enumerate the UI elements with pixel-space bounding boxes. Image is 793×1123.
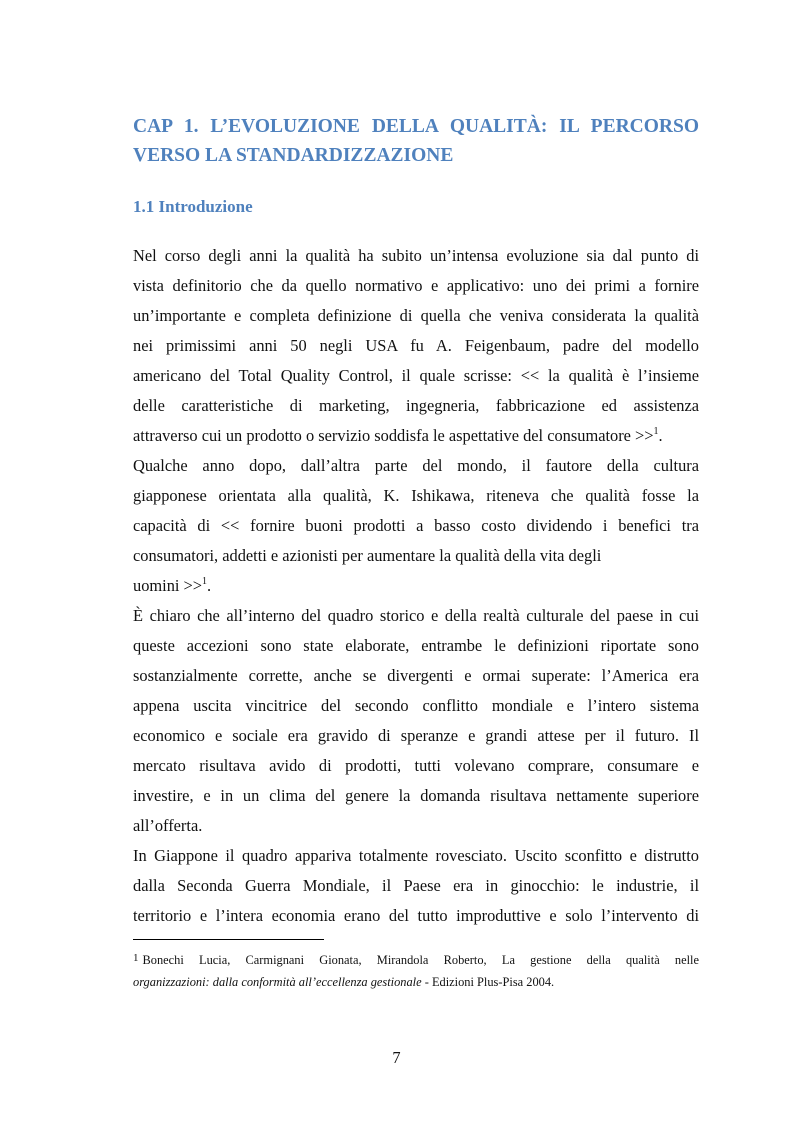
body-line (133, 421, 699, 451)
body-line: vista definitorio che da quello normativo e applicativo: uno dei primi a fornire (133, 276, 699, 295)
body-line: territorio e l’intera economia erano del tutto improduttive e solo l’intervento di (133, 906, 699, 925)
page-number: 7 (392, 1048, 401, 1067)
body-line: investire, e in un clima del genere la domanda risultava nettamente superiore (133, 786, 699, 805)
body-line: sostanzialmente corrette, anche se divergenti e ormai superate: l’America era (133, 666, 699, 685)
body-line: americano del Total Quality Control, il quale scrisse: << la qualità è l’insieme (133, 366, 699, 385)
body-text (133, 241, 699, 931)
footnote-text: Bonechi Lucia, Carmignani Gionata, Mirandola Roberto, La gestione della qualità nelle (142, 953, 699, 967)
body-line: consumatori, addetti e azionisti per aumentare la qualità della vita degli (133, 546, 602, 565)
body-line: appena uscita vincitrice del secondo conflitto mondiale e l’intero sistema (133, 696, 699, 715)
sentence-end: . (207, 576, 212, 595)
body-line: all’offerta. (133, 816, 203, 835)
body-line: capacità di << fornire buoni prodotti a basso costo dividendo i benefici tra (133, 516, 699, 535)
footnote-italic-title: organizzazioni: dalla conformità all’eccellenza gestionale (133, 975, 422, 989)
body-line: mercato risultava avido di prodotti, tutti volevano comprare, consumare e (133, 756, 699, 775)
body-line: nei primissimi anni 50 negli USA fu A. Feigenbaum, padre del modello (133, 336, 699, 355)
body-line: In Giappone il quadro appariva totalmente rovesciato. Uscito sconfitto e distrutto (133, 846, 699, 865)
footnote-publisher: - Edizioni Plus-Pisa 2004. (421, 975, 555, 989)
body-line: un’importante e completa definizione di quella che veniva considerata la qualità (133, 306, 699, 325)
footnote-divider (133, 939, 324, 940)
chapter-title (133, 112, 699, 170)
footnote-ref: 1 (202, 576, 208, 587)
body-line: economico e sociale era gravido di speranze e grandi attese per il futuro. Il (133, 726, 699, 745)
body-line: Nel corso degli anni la qualità ha subito un’intensa evoluzione sia dal punto di (133, 246, 699, 265)
chapter-title-line-1: CAP 1. L’EVOLUZIONE DELLA QUALITÀ: IL PERCORSO (133, 116, 699, 137)
section-title: 1.1 Introduzione (133, 197, 253, 216)
footnote-line-2 (133, 970, 699, 994)
footnote-ref: 1 (653, 426, 659, 437)
footnote-line-1 (133, 946, 699, 970)
sentence-end: . (658, 426, 663, 445)
body-line: delle caratteristiche di marketing, ingegneria, fabbricazione ed assistenza (133, 396, 699, 415)
chapter-title-line-2: VERSO LA STANDARDIZZAZIONE (133, 145, 454, 166)
body-line (133, 571, 699, 601)
body-line: Qualche anno dopo, dall’altra parte del mondo, il fautore della cultura (133, 456, 699, 475)
body-line: dalla Seconda Guerra Mondiale, il Paese era in ginocchio: le industrie, il (133, 876, 699, 895)
footnote-number: 1 (133, 952, 139, 964)
footnote (133, 946, 699, 994)
body-line-text: attraverso cui un prodotto o servizio soddisfa le aspettative del consumatore >> (133, 426, 654, 445)
body-line: È chiaro che all’interno del quadro storico e della realtà culturale del paese in cui (133, 606, 699, 625)
body-line-text: uomini >> (133, 576, 203, 595)
body-line: queste accezioni sono state elaborate, entrambe le definizioni riportate sono (133, 636, 699, 655)
body-line: giapponese orientata alla qualità, K. Ishikawa, riteneva che qualità fosse la (133, 486, 699, 505)
